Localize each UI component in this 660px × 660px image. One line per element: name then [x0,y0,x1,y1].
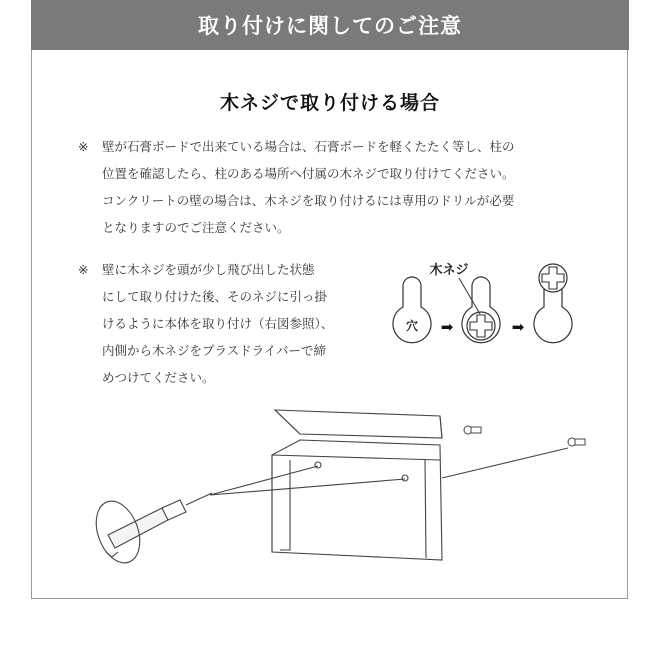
screwdriver-icon [90,493,212,569]
note-line: 壁が石膏ボードで出来ている場合は、石膏ボードを軽くたたく等し、柱の [102,139,515,154]
screw-head-icon [539,264,567,292]
section-title: 木ネジで取り付ける場合 [219,92,440,114]
keyhole-diagram [380,252,590,357]
note-line: にして取り付けた後、そのネジに引っ掛 [102,289,328,304]
hole-label: 穴 [405,319,419,333]
screw-icon [568,438,585,446]
note-line: 壁に木ネジを頭が少し飛び出した状態 [102,262,315,277]
note-line: となりますのでご注意ください。 [102,220,290,235]
screw-head-icon [467,312,495,340]
arrow-right-icon: ➡ [511,318,525,336]
note-text [78,133,583,241]
note-line: 位置を確認したら、柱のある場所へ付属の木ネジで取り付けてください。 [102,166,515,181]
header-title: 取り付けに関してのご注意 [198,14,462,38]
note-text [78,256,378,391]
note-wallboard [78,133,583,241]
note-mounting-steps [78,256,378,391]
note-line: 内側から木ネジをプラスドライバーで締 [102,343,327,358]
note-line: めつけてください。 [102,370,215,385]
box-keyhole [402,475,408,481]
arrow-right-icon: ➡ [440,318,454,336]
screw-label: 木ネジ [429,263,469,278]
installation-illustration [90,400,600,575]
note-mark: ※ [78,262,89,277]
screw-icon [464,426,481,434]
header-bar [31,0,629,50]
box-lid [275,410,442,438]
note-line: コンクリートの壁の場合は、木ネジを取り付けるには専用のドリルが必要 [102,193,515,208]
guide-line [442,448,568,478]
box-body [272,440,442,560]
note-mark: ※ [78,139,89,154]
note-line: けるように本体を取り付け（右図参照）、 [102,316,334,331]
